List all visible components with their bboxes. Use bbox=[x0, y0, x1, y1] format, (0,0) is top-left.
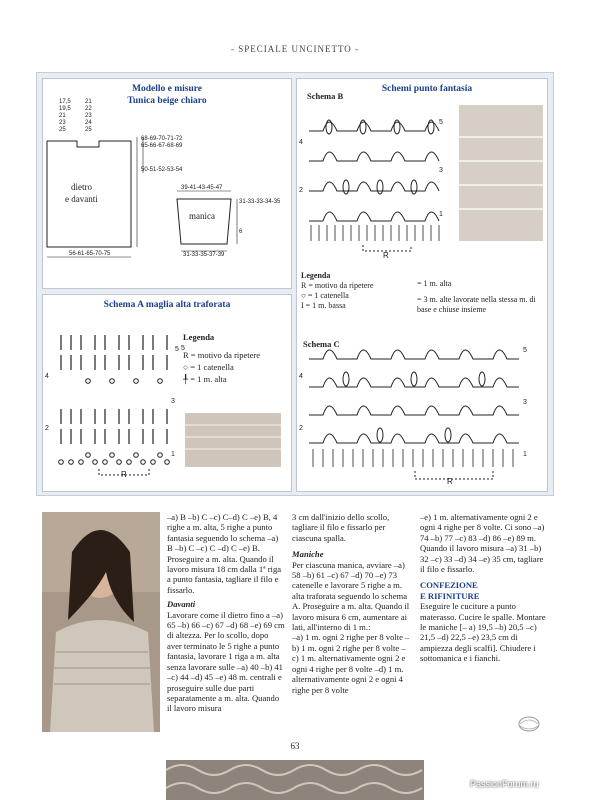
schema-a-row-5: 5 bbox=[181, 345, 185, 352]
schema-a-r: R bbox=[121, 470, 127, 479]
schema-a-legend: Legenda R = motivo da ripetere ○ = 1 catenella ╀ = 1 m. alta bbox=[183, 332, 261, 384]
model-panel bbox=[42, 78, 292, 289]
sleeve-bottom-measure: 31-33-35-37-39 bbox=[183, 252, 225, 258]
schema-a-panel: Schema A maglia alta traforata 5 5 4 3 2 1 R Legenda R = motivo da ripetere ○ = 1 catenella ╀ = 1 m. alta bbox=[42, 294, 292, 492]
schema-b-row-1: 1 bbox=[439, 211, 443, 218]
schemi-panel bbox=[296, 78, 548, 492]
sleeve-six: 6 bbox=[239, 229, 243, 235]
page-number: 63 bbox=[290, 741, 300, 751]
schema-b-row-3: 3 bbox=[439, 167, 443, 174]
model-photo bbox=[42, 512, 160, 732]
text-column-2: 3 cm dall'inizio dello scollo, tagliare il filo e fissarlo per ciascuna spalla. Maniche Per ciascuna manica, avviare –a) 58 –b) 61 –c) 67 –d) 70 –e) 73 catenelle e lavorare 5 righe a m. alta traforata seguendo lo schema A. Proseguire a m. alta. Quando il lavoro misura 6 cm, aumentare ai lati, all'interno di 1 m.: –a) 1 m. ogni 2 righe per 8 volte –b) 1 m. ogni 2 righe per 8 volte –c) 1 m. alternativamente ogni 2 e ogni 4 righe per 8 volte –d) 1 m. alternativamente ogni 2 e ogni 4 righe per 8 volte bbox=[292, 512, 410, 695]
schema-b-row-5: 5 bbox=[439, 119, 443, 126]
schemi-title: Schemi punto fantasia bbox=[381, 84, 473, 94]
text-column-1: –a) B –b) C –c) C–d) C –e) B, 4 righe a m. alta, 5 righe a punto fantasia seguendo lo schema –a) B –b) C –c) C –d) C –e) B. Proseguire a m. alta. Quando il lavoro misura 18 cm dalla 1ª riga a punto fantasia, tagliare il filo e fissarlo. Davanti Lavorare come il dietro fino a –a) 65 –b) 66 –c) 67 –d) 68 –e) 69 cm di altezza. Per lo scollo, dopo aver terminato le 5 righe a punto fantasia, lavorare 1 riga a m. alta senza lavorare sulle –a) 40 –b) 41 –c) 44 –d) 45 –e) 48 m. centrali e proseguire sulle due parti separatamente a m. alta. Quando il lavoro misura bbox=[167, 512, 285, 714]
schema-a-row-2: 2 bbox=[45, 425, 49, 432]
yarn-icon bbox=[516, 714, 542, 732]
text-column-3: –e) 1 m. alternativamente ogni 2 e ogni 4 righe per 8 volte. Ci sono –a) 74 –b) 77 –c) 83 –d) 86 –e) 89 m. Quando il lavoro misura –a) 31 –b) 32 –c) 33 –d) 34 –e) 35 cm, tagliare il filo e fissarlo. CONFEZIONE E RIFINITURE Eseguire le cuciture a punto materasso. Cucire le spalle. Montare le maniche [– a) 19,5 –b) 20,5 –c) 21,5 –d) 22,5 –e) 23,5 cm di ampiezza degli scalfi]. Chiudere i sottomanica e i fianchi. bbox=[420, 512, 546, 664]
sleeve-right-measure: 31-33-33-34-35 bbox=[239, 199, 281, 205]
schema-b-row-4: 4 bbox=[299, 139, 303, 146]
schema-c-row-3: 3 bbox=[523, 399, 527, 406]
bottom-measure: 56-61-65-70-75 bbox=[69, 251, 111, 257]
widths-a: 17,5 19,5 21 23 25 bbox=[59, 99, 71, 133]
schemi-legend-right: = 1 m. alta = 3 m. alte lavorate nella stessa m. di base e chiuse insieme bbox=[417, 279, 536, 314]
widths-b: 21 22 23 24 25 bbox=[85, 99, 92, 133]
schemi-legend: Legenda R = motivo da ripetere ○ = 1 catenella I = 1 m. bassa bbox=[301, 271, 374, 310]
right-measure-3: 50-51-52-53-54 bbox=[141, 167, 183, 173]
schema-a-row-3: 3 bbox=[171, 398, 175, 405]
heading-davanti: Davanti bbox=[167, 599, 196, 610]
right-measure-1: 68-69-70-71-72 bbox=[141, 136, 183, 142]
sleeve-label: manica bbox=[189, 211, 215, 221]
schema-a-chart bbox=[43, 295, 291, 491]
schema-c-row-5: 5 bbox=[523, 347, 527, 354]
heading-confezione: CONFEZIONE bbox=[420, 580, 478, 591]
model-title: Modello e misure bbox=[131, 84, 202, 94]
heading-maniche: Maniche bbox=[292, 549, 324, 560]
schema-b-label: Schema B bbox=[307, 91, 344, 101]
schema-c-row-4: 4 bbox=[299, 373, 303, 380]
model-subtitle: Tunica beige chiaro bbox=[127, 96, 207, 106]
schema-c-r: R bbox=[447, 477, 453, 486]
schema-b-r: R bbox=[383, 251, 389, 260]
schema-c-label: Schema C bbox=[303, 339, 340, 349]
watermark: PassionForum.ru bbox=[470, 779, 539, 789]
right-measure-2: 65-66-67-68-69 bbox=[141, 143, 183, 149]
schema-a-row-4: 4 bbox=[45, 373, 49, 380]
heading-rifiniture: E RIFINITURE bbox=[420, 590, 480, 601]
schema-a-title: Schema A maglia alta traforata bbox=[103, 300, 231, 310]
body-label-1: dietro bbox=[71, 182, 92, 192]
schema-b-row-2: 2 bbox=[299, 187, 303, 194]
schema-c-row-2: 2 bbox=[299, 425, 303, 432]
schema-a-row-1: 1 bbox=[171, 451, 175, 458]
page-header: - SPECIALE UNCINETTO - bbox=[230, 44, 360, 54]
schema-c-row-1: 1 bbox=[523, 451, 527, 458]
sleeve-top-measure: 39-41-43-45-47 bbox=[181, 185, 223, 191]
bottom-lace-photo bbox=[166, 760, 424, 800]
body-label-2: e davanti bbox=[65, 194, 98, 204]
